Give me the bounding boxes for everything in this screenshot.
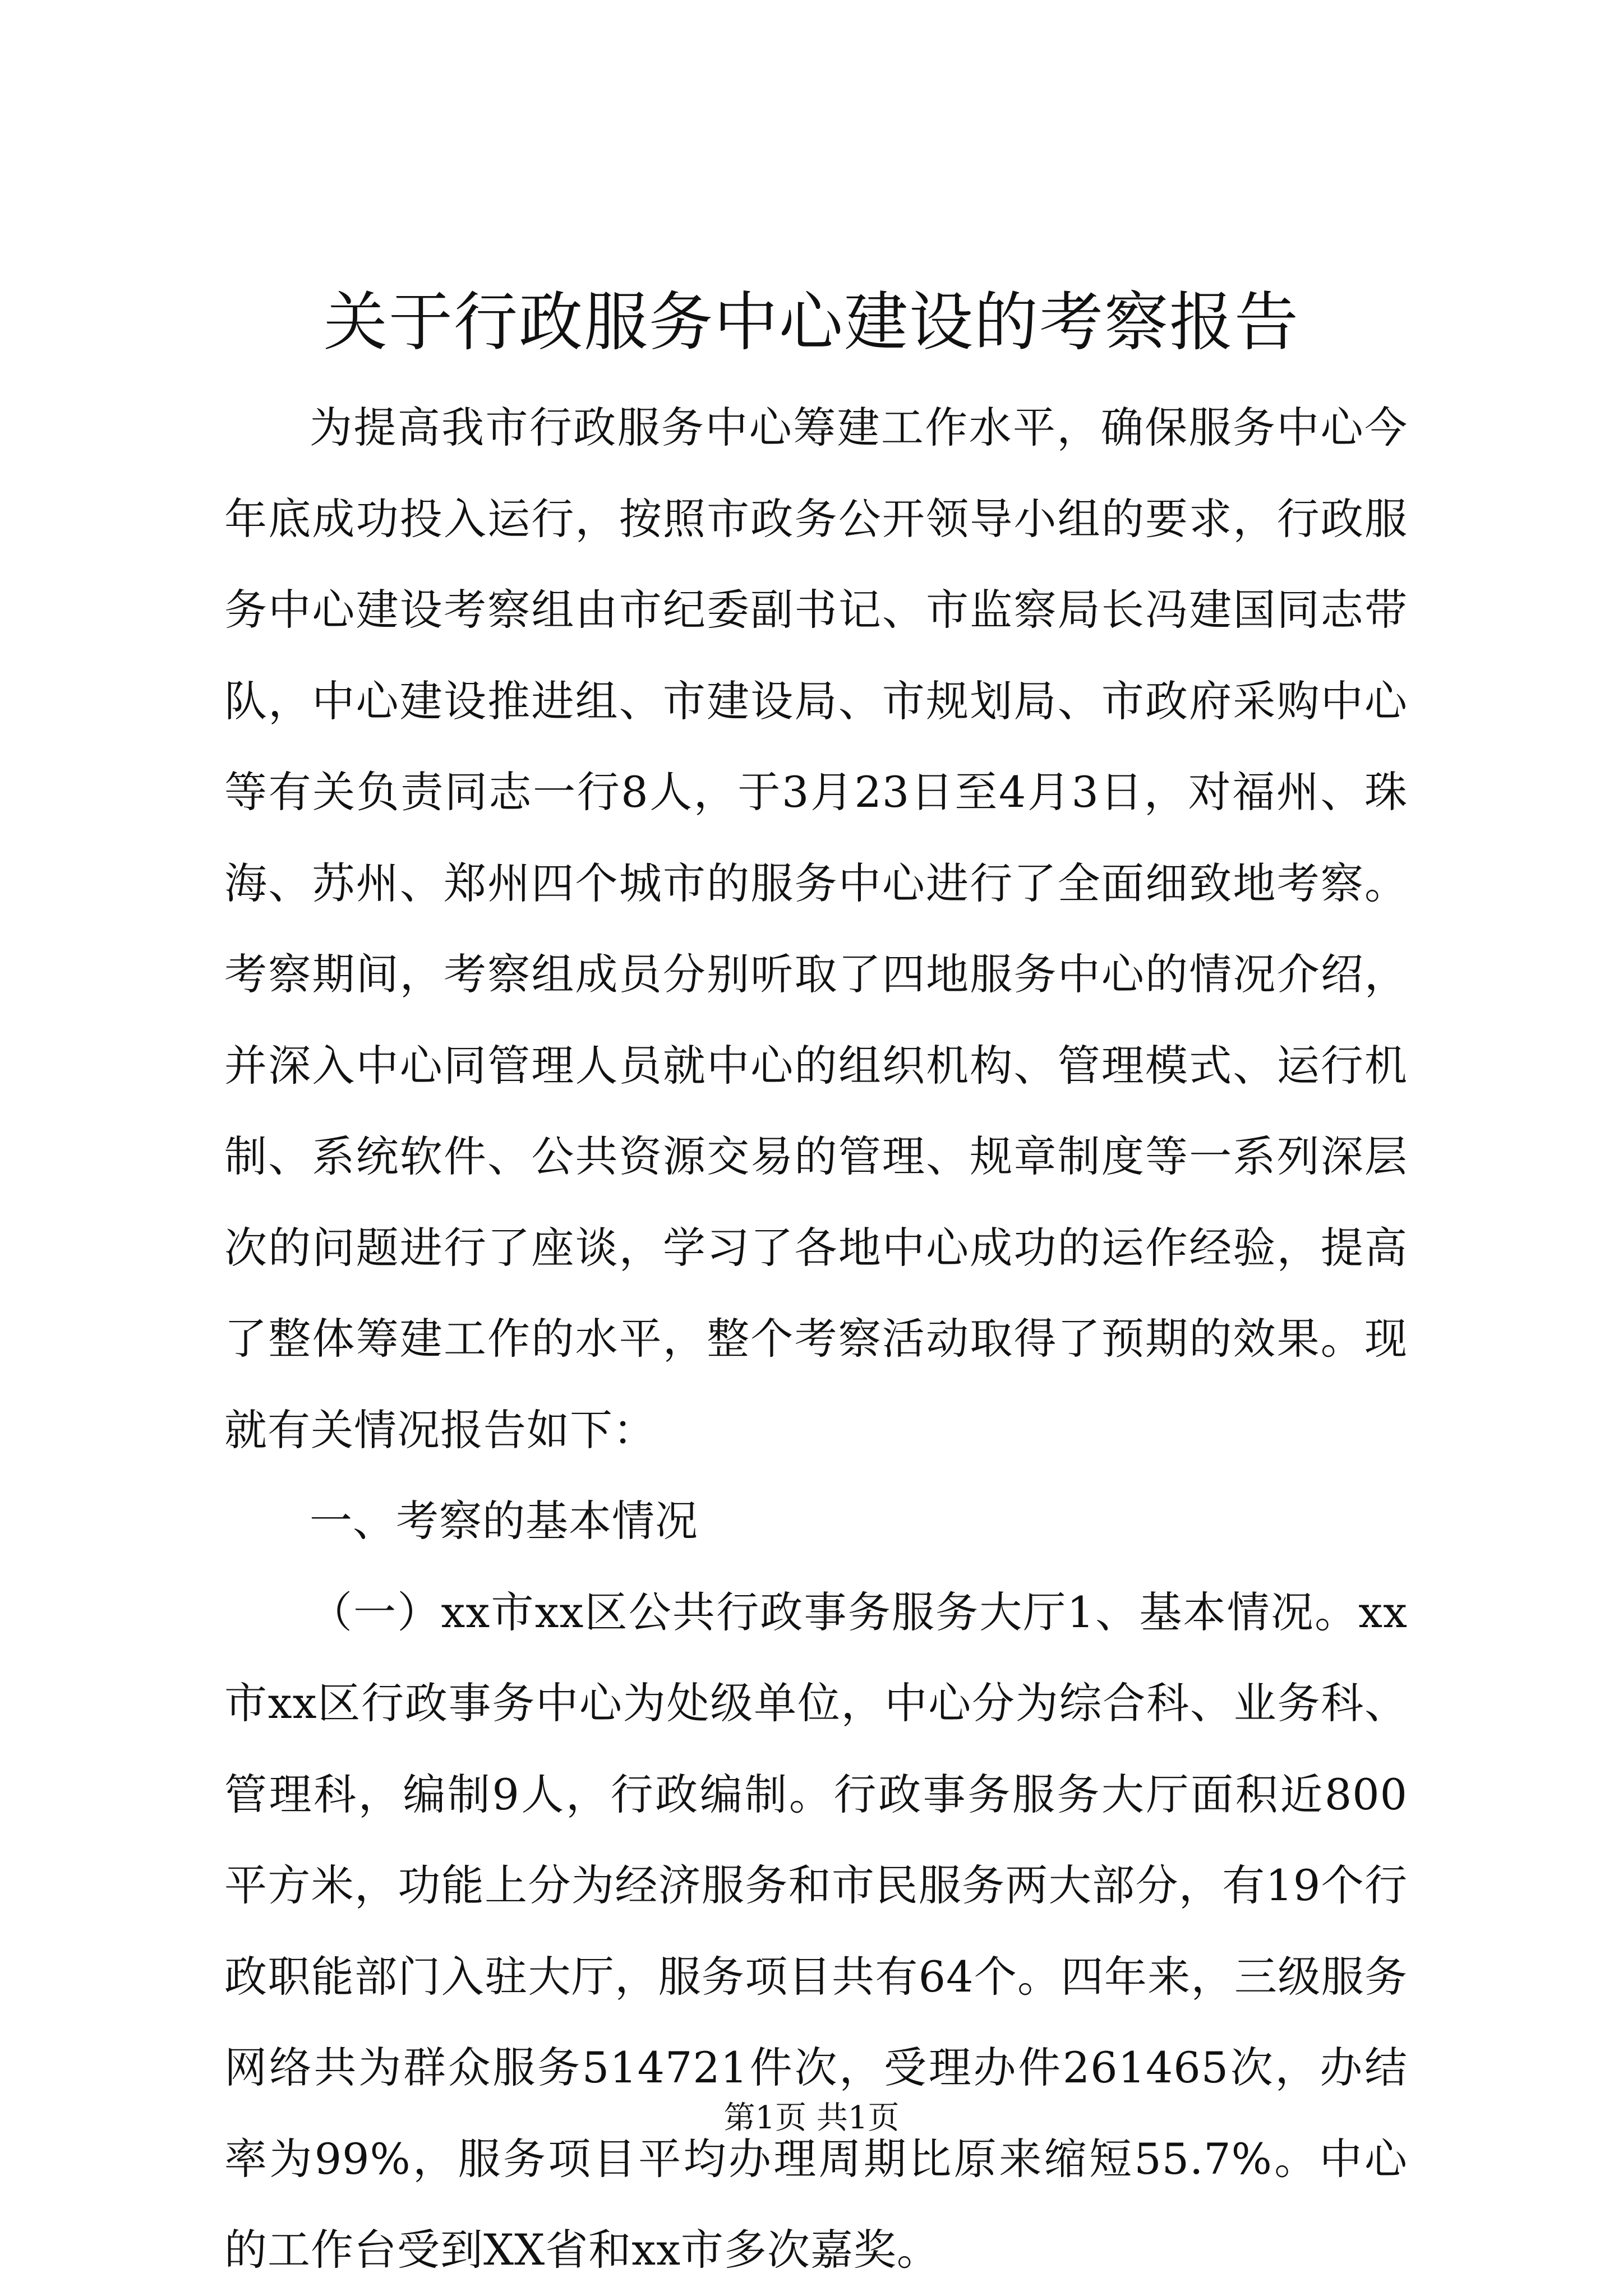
intro-paragraph: 为提高我市行政服务中心筹建工作水平，确保服务中心今年底成功投入运行，按照市政务公开领导小组的要求，行政服务中心建设考察组由市纪委副书记、市监察局长冯建国同志带队，中心建设推进组、市建设局、市规划局、市政府采购中心等有关负责同志一行8人，于3月23日至4月3日，对福州、珠海、苏州、郑州四个城市的服务中心进行了全面细致地考察。考察期间，考察组成员分别听取了四地服务中心的情况介绍，并深入中心同管理人员就中心的组织机构、管理模式、运行机制、系统软件、公共资源交易的管理、规章制度等一系列深层次的问题进行了座谈，学习了各地中心成功的运作经验，提高了整体筹建工作的水平，整个考察活动取得了预期的效果。现就有关情况报告如下：	[224, 403, 1408, 1455]
section-heading: 一、考察的基本情况	[310, 1496, 698, 1546]
page-footer: 第1页 共1页	[723, 2100, 900, 2136]
section-paragraph: （一）xx市xx区公共行政事务服务大厅1、基本情况。xx市xx区行政事务中心为处级单位，中心分为综合科、业务科、管理科，编制9人，行政编制。行政事务服务大厅面积近800平方米，功能上分为经济服务和市民服务两大部分，有19个行政职能部门入驻大厅，服务项目共有64个。四年来，三级服务网络共为群众服务514721件次，受理办件261465次，办结率为99%，服务项目平均办理周期比原来缩短55.7%。中心的工作台受到XX省和xx市多次嘉奖。	[224, 1587, 1408, 2275]
document-title: 关于行政服务中心建设的考察报告	[323, 285, 1299, 359]
document-body	[224, 382, 1408, 2296]
